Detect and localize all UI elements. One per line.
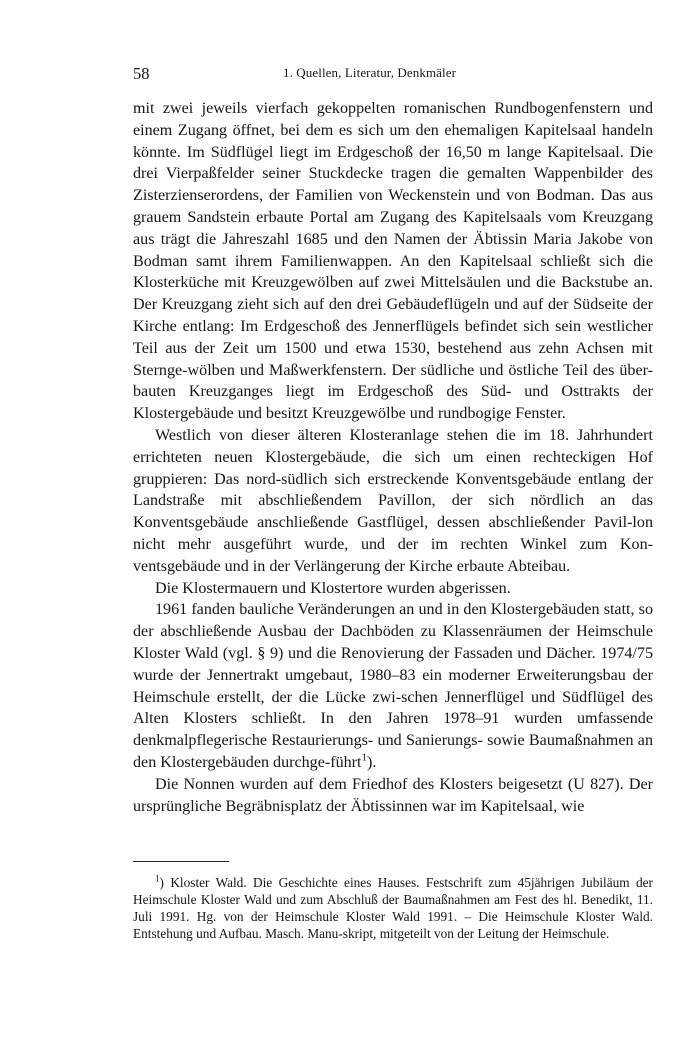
footnote-text: ) Kloster Wald. Die Geschichte eines Hauses. Festschrift zum 45jährigen Jubiläum der Heimschule Kloster Wald und zum Abschluß der Baumaßnahmen am Fest des hl. Benedikt, 11. Juli 1991. Hg. von der Heimschule Kloster Wald 1991. – Die Heimschule Kloster Wald. Entstehung und Aufbau. Masch. Manu-skript, mitgeteilt von der Leitung der Heimschule. bbox=[133, 875, 653, 942]
running-header bbox=[133, 58, 653, 88]
footnote-marker: 1 bbox=[155, 873, 160, 884]
chapter-title: 1. Quellen, Literatur, Denkmäler bbox=[283, 65, 457, 80]
paragraph-text: 1961 fanden bauliche Veränderungen an und in den Klostergebäuden statt, so der abschließende Ausbau der Dachböden zu Klassenräumen der Heimschule Kloster Wald (vgl. § 9) und die Renovierung der Fassaden und Dächer. 1974/75 wurde der Jennertrakt umgebaut, 1980–83 ein moderner Erweiterungsbau der Heimschule erstellt, der die Lücke zwi-schen Jennerflügel und Südflügel des Alten Klosters schließt. In den Jahren 1978–91 wurden umfassende denkmalpflegerische Restaurierungs- und Sanierungs- sowie Baumaßnahmen an den Klostergebäuden durchge-führt bbox=[133, 601, 653, 771]
paragraph bbox=[133, 599, 653, 773]
book-page bbox=[133, 58, 653, 942]
paragraph: mit zwei jeweils vierfach gekoppelten romanischen Rundbogenfenstern und einem Zugang öffnet, bei dem es sich um den ehemaligen Kapitelsaal handeln könnte. Im Südflügel liegt im Erdgeschoß der 16,50 m lange Kapitelsaal. Die drei Vierpaßfelder seiner Stuckdecke tragen die gemalten Wappenbilder des Zisterzienserordens, der Familien von Weckenstein und von Bodman. Das aus grauem Sandstein erbaute Portal am Zugang des Kapitelsaals vom Kreuzgang aus trägt die Jahreszahl 1685 und den Namen der Äbtissin Maria Jakobe von Bodman samt ihrem Familienwappen. An den Kapitelsaal schließt sich die Klosterküche mit Kreuzgewölben auf zwei Mittelsäulen und die Backstube an. Der Kreuzgang zieht sich auf den drei Gebäudeflügeln und auf der Südseite der Kirche entlang: Im Erdgeschoß des Jennerflügels befindet sich sein westlicher Teil aus der Zeit um 1500 und etwa 1530, bestehend aus zehn Achsen mit Sternge-wölben und Maßwerkfenstern. Der südliche und östliche Teil des über-bauten Kreuzganges liegt im Erdgeschoß des Süd- und Osttrakts der Klostergebäude und besitzt Kreuzgewölbe und rundbogige Fenster. bbox=[133, 100, 653, 423]
footnote bbox=[133, 874, 653, 942]
paragraph-text-end: ). bbox=[366, 753, 377, 771]
paragraph: Westlich von dieser älteren Klosteranlage stehen die im 18. Jahrhundert errichteten neuen Klostergebäude, die sich um einen rechteckigen Hof gruppieren: Das nord-südlich sich erstreckende Konventsgebäude entlang der Landstraße mit abschließendem Pavillon, der sich nördlich an das Konventsgebäude anschließende Gastflügel, dessen abschließender Pavil-lon nicht mehr ausgeführt wurde, und der im rechten Winkel zum Kon-ventsgebäude und in der Verlängerung der Kirche erbaute Abteibau. bbox=[133, 426, 653, 575]
body-text bbox=[133, 98, 653, 817]
footnote-divider bbox=[133, 861, 229, 862]
paragraph: Die Nonnen wurden auf dem Friedhof des Klosters beigesetzt (U 827). Der ursprüngliche Begräbnisplatz der Äbtissinnen war im Kapitelsaal, wie bbox=[133, 775, 653, 815]
footnote-reference[interactable]: 1 bbox=[361, 751, 367, 764]
page-number: 58 bbox=[133, 64, 150, 83]
paragraph: Die Klostermauern und Klostertore wurden abgerissen. bbox=[155, 579, 511, 597]
